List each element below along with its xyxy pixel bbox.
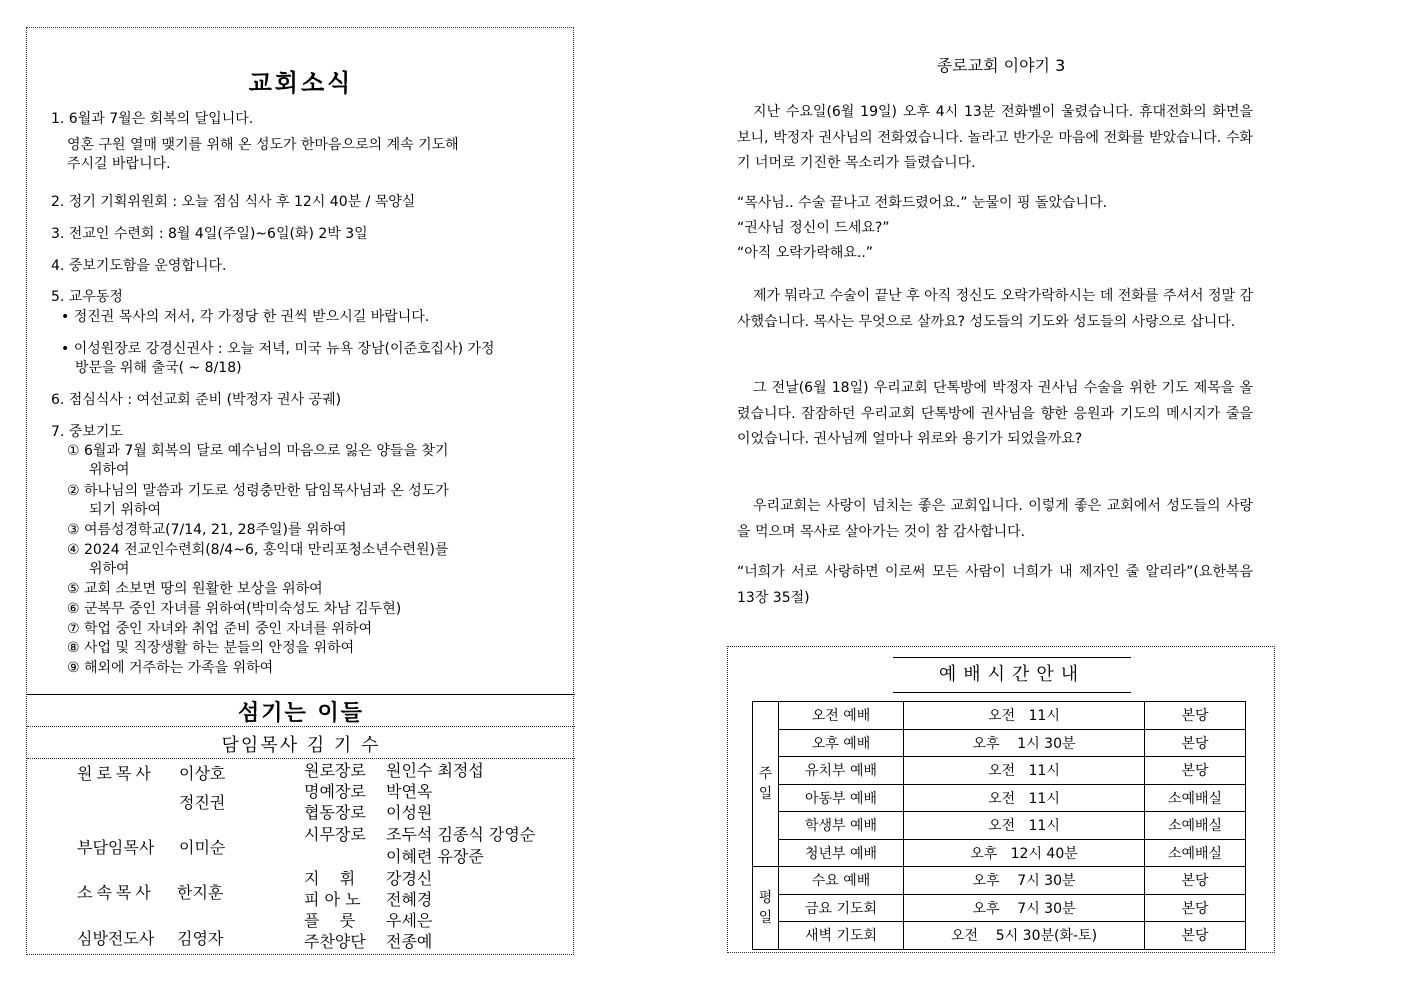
- news-item: 주시길 바랍니다.: [67, 156, 171, 172]
- news-item: ③ 여름성경학교(7/14, 21, 28주일)를 위하여: [67, 522, 347, 538]
- service-place: 소예배실: [1145, 839, 1246, 867]
- service-time: 오후 1시 30분: [904, 729, 1145, 757]
- divider: [27, 758, 575, 759]
- servant-name: 이미순: [179, 838, 226, 857]
- story-paragraph: “너희가 서로 사랑하면 이로써 모든 사람이 너희가 내 제자인 줄 알리라”(요한복음 13장 35절): [737, 564, 1253, 606]
- story-paragraph: “권사님 정신이 드세요?”: [737, 220, 890, 236]
- service-time: 오전 11시: [904, 812, 1145, 840]
- worship-schedule-box: [727, 646, 1275, 953]
- servant-names: 박연옥: [386, 782, 433, 801]
- service-time: 오전 11시: [904, 784, 1145, 812]
- news-item: 영혼 구원 열매 맺기를 위해 온 성도가 한마음으로의 계속 기도해: [67, 137, 459, 153]
- group-label-sunday: 주일: [758, 766, 773, 802]
- senior-pastor: 담임목사 김 기 수: [221, 735, 381, 756]
- servant-names: 전혜경: [386, 890, 433, 909]
- news-item: ⑦ 학업 중인 자녀와 취업 준비 중인 자녀를 위하여: [67, 621, 373, 637]
- story-paragraph: 그 전날(6월 18일) 우리교회 단톡방에 박정자 권사님 수술을 위한 기도 제목을 올렸습니다. 잠잠하던 우리교회 단톡방에 권사님을 향한 응원과 기도의 메시지가 줄을 이었습니다. 권사님께 얼마나 위로와 용기가 되었을까요?: [737, 380, 1253, 447]
- news-item: 3. 전교인 수련회 : 8월 4일(주일)~6일(화) 2박 3일: [51, 226, 368, 242]
- table-row: [753, 812, 1246, 840]
- table-row: [753, 729, 1246, 757]
- news-item: • 정진권 목사의 저서, 각 가정당 한 권씩 받으시길 바랍니다.: [61, 309, 430, 325]
- news-item: 방문을 위해 출국( ~ 8/18): [75, 360, 242, 376]
- news-item: ④ 2024 전교인수련회(8/4~6, 홍익대 만리포청소년수련원)를: [67, 542, 449, 558]
- service-name: 수요 예배: [779, 867, 904, 895]
- table-row: [753, 922, 1246, 950]
- service-place: 본당: [1145, 894, 1246, 922]
- story-title: 종로교회 이야기 3: [936, 56, 1066, 75]
- servant-role: 심방전도사: [77, 929, 155, 948]
- servant-role: 시무장로: [304, 825, 366, 844]
- story-paragraph: “목사님.. 수술 끝나고 전화드렸어요.” 눈물이 핑 돌았습니다.: [737, 195, 1108, 211]
- servant-role: 소속목사: [77, 883, 155, 902]
- news-item: ⑧ 사업 및 직장생활 하는 분들의 안정을 위하여: [67, 640, 355, 656]
- service-place: 소예배실: [1145, 812, 1246, 840]
- news-item: ① 6월과 7월 회복의 달로 예수님의 마음으로 잃은 양들을 찾기: [67, 443, 449, 459]
- service-name: 학생부 예배: [779, 812, 904, 840]
- service-time: 오후 7시 30분: [904, 894, 1145, 922]
- servant-role: 원로목사: [77, 764, 155, 783]
- group-label-weekday: 평일: [758, 889, 773, 926]
- schedule-table: [752, 701, 1246, 950]
- service-name: 청년부 예배: [779, 839, 904, 867]
- servant-role: 플 룻: [304, 911, 356, 930]
- servant-name: 한지훈: [177, 883, 224, 902]
- news-item: 1. 6월과 7월은 회복의 달입니다.: [51, 111, 254, 127]
- servant-names: 우세은: [386, 911, 433, 930]
- servant-names: 이혜련 유장준: [386, 847, 484, 866]
- news-item: 5. 교우동정: [51, 289, 123, 305]
- story-paragraph: 우리교회는 사랑이 넘치는 좋은 교회입니다. 이렇게 좋은 교회에서 성도들의 사랑을 먹으며 목사로 살아가는 것이 참 감사합니다.: [737, 498, 1253, 540]
- servant-role: 부담임목사: [77, 838, 155, 857]
- service-name: 새벽 기도회: [779, 922, 904, 950]
- service-name: 오전 예배: [779, 702, 904, 730]
- servant-names: 전종예: [386, 932, 433, 951]
- service-time: 오전 11시: [904, 702, 1145, 730]
- service-time: 오전 5시 30분(화-토): [904, 922, 1145, 950]
- servant-name: 정진권: [179, 793, 226, 812]
- news-item: 되기 위하여: [89, 502, 162, 518]
- servant-name: 김영자: [177, 929, 224, 948]
- news-item: 위하여: [89, 561, 130, 577]
- news-item: 4. 중보기도함을 운영합니다.: [51, 258, 227, 274]
- divider: [27, 694, 575, 695]
- service-time: 오후 7시 30분: [904, 867, 1145, 895]
- divider: [27, 726, 575, 727]
- service-name: 유치부 예배: [779, 757, 904, 785]
- servants-title: 섬기는 이들: [238, 701, 364, 726]
- group-cell: [753, 867, 779, 950]
- table-row: [753, 784, 1246, 812]
- story-paragraph: 제가 뭐라고 수술이 끝난 후 아직 정신도 오락가락하시는 데 전화를 주셔서 정말 감사했습니다. 목사는 무엇으로 살까요? 성도들의 기도와 성도들의 사랑으로 삽니다.: [737, 288, 1253, 330]
- service-place: 본당: [1145, 729, 1246, 757]
- news-item: • 이성원장로 강경신권사 : 오늘 저녁, 미국 뉴욕 장남(이준호집사) 가정: [61, 341, 495, 357]
- table-row: [753, 757, 1246, 785]
- story-paragraph: “아직 오락가락해요..”: [737, 245, 874, 261]
- servant-role: 주찬양단: [304, 932, 366, 951]
- servant-names: 원인수 최정섭: [386, 761, 484, 780]
- service-name: 아동부 예배: [779, 784, 904, 812]
- table-row: [753, 702, 1246, 730]
- servant-role: 원로장로: [304, 761, 366, 780]
- schedule-title: 예배시간안내: [938, 664, 1086, 685]
- servant-names: 이성원: [386, 803, 433, 822]
- church-news-title: 교회소식: [248, 69, 354, 97]
- news-item: ② 하나님의 말씀과 기도로 성령충만한 담임목사님과 온 성도가: [67, 483, 449, 499]
- news-item: 위하여: [89, 462, 130, 478]
- service-place: 본당: [1145, 757, 1246, 785]
- service-time: 오후 12시 40분: [904, 839, 1145, 867]
- service-name: 금요 기도회: [779, 894, 904, 922]
- group-cell: [753, 702, 779, 867]
- news-item: ⑥ 군복무 중인 자녀를 위하여(박미숙성도 차남 김두현): [67, 601, 402, 617]
- service-place: 본당: [1145, 702, 1246, 730]
- table-row: [753, 839, 1246, 867]
- service-place: 본당: [1145, 867, 1246, 895]
- service-name: 오후 예배: [779, 729, 904, 757]
- news-item: ⑨ 해외에 거주하는 가족을 위하여: [67, 660, 274, 676]
- servant-names: 조두석 김종식 강영순: [386, 825, 536, 844]
- news-item: 2. 정기 기획위원회 : 오늘 점심 식사 후 12시 40분 / 목양실: [51, 194, 416, 210]
- servant-role: 협동장로: [304, 803, 366, 822]
- table-row: [753, 894, 1246, 922]
- story-paragraph: 지난 수요일(6월 19일) 오후 4시 13분 전화벨이 울렸습니다. 휴대전화의 화면을 보니, 박정자 권사님의 전화였습니다. 놀라고 반가운 마음에 전화를 받았습니다. 수화기 너머로 기진한 목소리가 들렸습니다.: [737, 104, 1253, 171]
- servant-role: 지 휘: [304, 869, 356, 888]
- news-item: 6. 점심식사 : 여선교회 준비 (박정자 권사 공궤): [51, 392, 342, 408]
- servant-role: 명예장로: [304, 782, 366, 801]
- service-time: 오전 11시: [904, 757, 1145, 785]
- table-row: [753, 867, 1246, 895]
- service-place: 소예배실: [1145, 784, 1246, 812]
- church-news-panel: [26, 27, 574, 955]
- news-item: 7. 중보기도: [51, 424, 123, 440]
- schedule-title-frame: [893, 657, 1131, 693]
- servant-name: 이상호: [179, 764, 226, 783]
- servant-names: 강경신: [386, 869, 433, 888]
- news-item: ⑤ 교회 소보면 땅의 원활한 보상을 위하여: [67, 581, 323, 597]
- service-place: 본당: [1145, 922, 1246, 950]
- servant-role: 피 아 노: [304, 890, 361, 909]
